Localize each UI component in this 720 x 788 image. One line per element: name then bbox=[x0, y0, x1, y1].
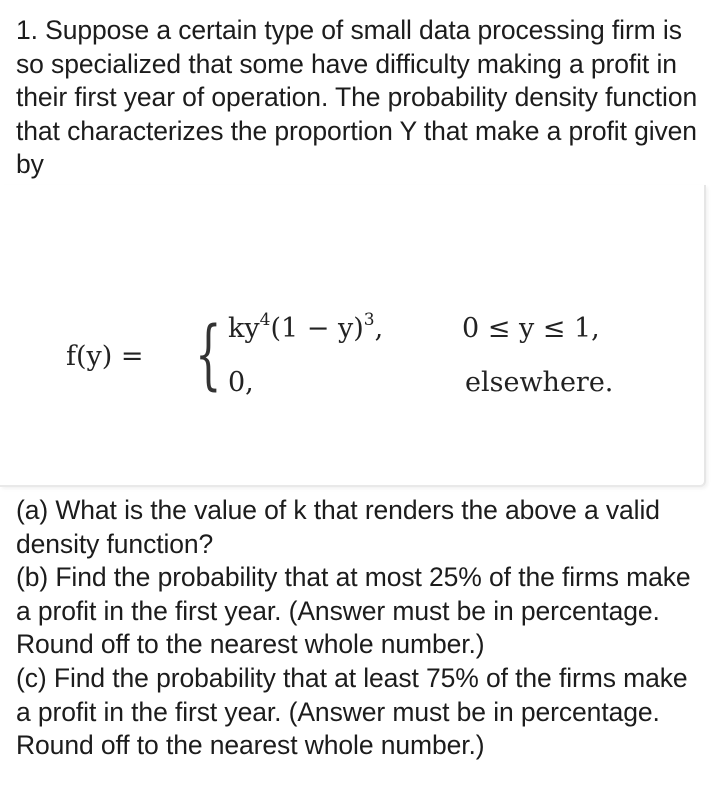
case1-exponent2: 3 bbox=[363, 310, 375, 330]
equation-lhs: f(y) = bbox=[66, 341, 144, 372]
piecewise-equation bbox=[0, 185, 704, 485]
part-c: (c) Find the probability that at least 75% of the firms make a profit in the first year. (Answer must be in percentage. Round off to the nearest whole number.) bbox=[16, 662, 688, 761]
case1-comma: , bbox=[374, 313, 384, 344]
part-b: (b) Find the probability that at most 25% of the firms make a profit in the first year. (Answer must be in percentage. Round off to the nearest whole number.) bbox=[16, 562, 691, 660]
case1-condition: 0 ≤ y ≤ 1, bbox=[462, 313, 600, 344]
question-parts bbox=[16, 494, 706, 763]
case1-base: ky bbox=[228, 313, 260, 344]
case1-middle: (1 − y) bbox=[270, 313, 364, 344]
left-brace: { bbox=[195, 309, 222, 398]
case2-expression: 0, bbox=[228, 367, 254, 398]
question-intro: 1. Suppose a certain type of small data processing firm is so specialized that some have difficulty making a profit in their first year of operation. The probability density function that characterizes the proportion Y that make a profit given by bbox=[16, 15, 698, 179]
part-a: (a) What is the value of k that renders the above a valid density function? bbox=[16, 495, 660, 559]
case1-exponent: 4 bbox=[259, 310, 271, 330]
case1-expression bbox=[228, 310, 384, 344]
equation-panel bbox=[0, 185, 706, 487]
case2-condition: elsewhere. bbox=[465, 367, 614, 398]
